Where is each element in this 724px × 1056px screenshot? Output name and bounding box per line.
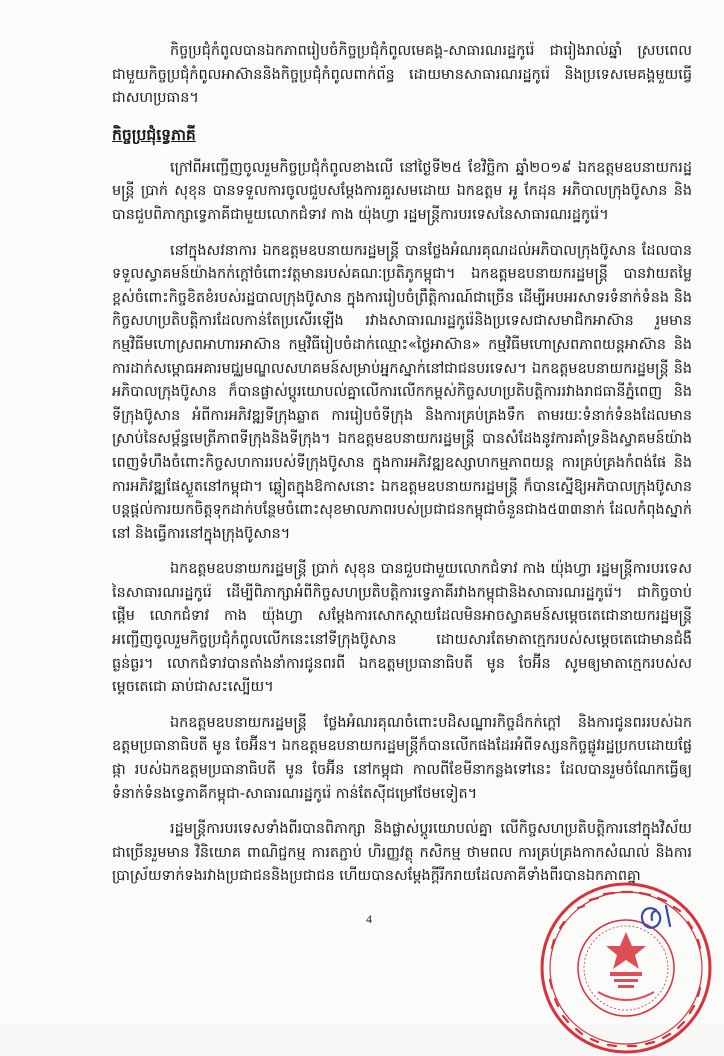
paragraph-3: នៅក្នុងសវនាការ ឯកឧត្តមឧបនាយករដ្ឋមន្ត្រី បានថ្លែងអំណរគុណដល់អភិបាលក្រុងប៊ូសាន ដែលបានទទួលស្វាគមន៍យ៉ាងកក់ក្តៅចំពោះវត្តមានរបស់គណៈប្រតិភូកម្ពុជា។ ឯកឧត្តមឧបនាយករដ្ឋមន្ត្រី បានវាយតម្លៃខ្ពស់ចំពោះកិច្ចខិតខំរបស់រដ្ឋបាលក្រុងប៊ូសាន ក្នុងការរៀបចំព្រឹត្តិការណ៍ជាច្រើន ដើម្បីអបអរសាទរទំនាក់ទំនង និងកិច្ចសហប្រតិបត្តិការដែលកាន់តែប្រសើរឡើង រវាងសាធារណរដ្ឋកូរ៉េនិងប្រទេសជាសមាជិកអាស៊ាន រួមមាន កម្មវិធីមហោស្រពអាហារអាស៊ាន កម្មវិធីរៀបចំដាក់ឈ្មោះ«ថ្ងៃអាស៊ាន» កម្មវិធីមហោស្រពភាពយន្តអាស៊ាន និងការដាក់សម្ពោធអគារមជ្ឈមណ្ឌលសហគមន៍សម្រាប់អ្នកស្នាក់នៅជាជនបរទេស។ ឯកឧត្តមឧបនាយករដ្ឋមន្ត្រី និងអភិបាលក្រុងប៊ូសាន ក៏បានផ្លាស់ប្តូរយោបល់គ្នាលើការលើកកម្ពស់កិច្ចសហប្រតិបត្តិការរវាងរាជធានីភ្នំពេញ និងទីក្រុងប៊ូសាន អំពីការអភិវឌ្ឍទីក្រុងឆ្លាត ការរៀបចំទីក្រុង និងការគ្រប់គ្រងទឹក តាមរយៈទំនាក់ទំនងដែលមានស្រាប់នៃសម្ព័ន្ធមេត្រីភាពទីក្រុងនិងទីក្រុង។ ឯកឧត្តមឧបនាយករដ្ឋមន្ត្រី បានសំដែងនូវការគាំទ្រនិងស្វាគមន៍យ៉ាងពេញទំហឹងចំពោះកិច្ចសហការរបស់ទីក្រុងប៊ូសាន ក្នុងការអភិវឌ្ឍឧស្សាហកម្មភាពយន្ត ការគ្រប់គ្រងកំពង់ផែ និងការអភិវឌ្ឍផែស្ងួតនៅកម្ពុជា។ ឆ្លៀតក្នុងឱកាសនោះ ឯកឧត្តមឧបនាយករដ្ឋមន្ត្រី ក៏បានស្នើឱ្យអភិបាលក្រុងប៊ូសាន បន្តផ្តល់ការយកចិត្តទុកដាក់បន្ថែមចំពោះសុខមាលភាពរបស់ប្រជាជនកម្ពុជាចំនួនជាង៥៣៣នាក់ ដែលកំពុងស្នាក់នៅ និងធ្វើការនៅក្នុងក្រុងប៊ូសាន។	[112, 242, 692, 542]
official-seal-stamp	[538, 880, 714, 1056]
document-body	[112, 40, 692, 901]
paragraph-2: ក្រៅពីអញ្ជើញចូលរួមកិច្ចប្រជុំកំពូលខាងលើ នៅថ្ងៃទី២៥ ខែវិច្ឆិកា ឆ្នាំ២០១៩ ឯកឧត្តមឧបនាយករដ្ឋមន្ត្រី ប្រាក់ សុខុន បានទទួលការចូលជួបសម្តែងការគួរសមដោយ ឯកឧត្តម អូ កែដុន អភិបាលក្រុងប៊ូសាន និងបានជួបពិភាក្សាទ្វេភាគីជាមួយលោកជំទាវ កាង យ៉ុងហ្វា រដ្ឋមន្ត្រីការបរទេសនៃសាធារណរដ្ឋកូរ៉េ។	[112, 159, 692, 223]
paragraph-6: រដ្ឋមន្ត្រីការបរទេសទាំងពីរបានពិភាក្សា និងផ្លាស់ប្តូរយោបល់គ្នា លើកិច្ចសហប្រតិបត្តិការនៅក្នុងវិស័យជាច្រើនរួមមាន វិនិយោគ ពាណិជ្ជកម្ម ការតភ្ជាប់ ហិរញ្ញវត្ថុ កសិកម្ម ថាមពល ការគ្រប់គ្រងកាកសំណល់ និងការប្រាស្រ័យទាក់ទងរវាងប្រជាជននិងប្រជាជន ហើយបានសម្តែងក្តីរីករាយដែលភាគីទាំងពីរបានឯកភាពគ្នា	[112, 821, 692, 885]
paragraph-5: ឯកឧត្តមឧបនាយករដ្ឋមន្ត្រី ថ្លែងអំណរគុណចំពោះបដិសណ្ឋារកិច្ចដ៏កក់ក្តៅ និងការជូនពររបស់ឯកឧត្តមប្រធានាធិបតី មូន ចែអ៊ីន។ ឯកឧត្តមឧបនាយករដ្ឋមន្ត្រីក៏បានលើកផងដែរអំពីទស្សនកិច្ចផ្លូវរដ្ឋប្រកបដោយផ្លែផ្កា របស់ឯកឧត្តមប្រធានាធិបតី មូន ចែអ៊ីន នៅកម្ពុជា កាលពីខែមីនាកន្លងទៅនេះ ដែលបានរួមចំណែកធ្វើឲ្យទំនាក់ទំនងទ្វេភាគីកម្ពុជា-សាធារណរដ្ឋកូរ៉េ កាន់តែស៊ីជម្រៅថែមទៀត។	[112, 714, 692, 802]
page-number: 4	[366, 912, 372, 926]
section-heading: កិច្ចប្រជុំទ្វេភាគី	[112, 125, 196, 144]
paragraph-1: កិច្ចប្រជុំកំពូលបានឯកភាពរៀបចំកិច្ចប្រជុំកំពូលមេគង្គ-សាធារណរដ្ឋកូរ៉េ ជារៀងរាល់ឆ្នាំ ស្របពេលជាមួយកិច្ចប្រជុំកំពូលអាស៊ាននិងកិច្ចប្រជុំកំពូលពាក់ព័ន្ធ ដោយមានសាធារណរដ្ឋកូរ៉េ និងប្រទេសមេគង្គមួយធ្វើជាសហប្រធាន។	[112, 43, 692, 107]
paragraph-4: ឯកឧត្តមឧបនាយករដ្ឋមន្ត្រី ប្រាក់ សុខុន បានជួបជាមួយលោកជំទាវ កាង យ៉ុងហ្វា រដ្ឋមន្ត្រីការបរទេសនៃសាធារណរដ្ឋកូរ៉េ ដើម្បីពិភាក្សាអំពីកិច្ចសហប្រតិបត្តិការទ្វេភាគីរវាងកម្ពុជានិងសាធារណរដ្ឋកូរ៉េ។ ជាកិច្ចចាប់ផ្តើម លោកជំទាវ កាង យ៉ុងហ្វា សម្តែងការសោកស្តាយដែលមិនអាចស្វាគមន៍សម្តេចតេជោនាយករដ្ឋមន្ត្រី អញ្ជើញចូលរួមកិច្ចប្រជុំកំពូលលើកនេះនៅទីក្រុងប៊ូសាន ដោយសារតែមាតាក្មេករបស់សម្តេចតេជោមានជំងឺធ្ងន់ធ្ងរ។ លោកជំទាវបានតាំងនាំការជូនពរពី ឯកឧត្តមប្រធានាធិបតី មូន ចែអ៊ីន សូមឲ្យមាតាក្មេករបស់សម្តេចតេជោ ឆាប់ជាសះស្បើយ។	[112, 561, 692, 696]
